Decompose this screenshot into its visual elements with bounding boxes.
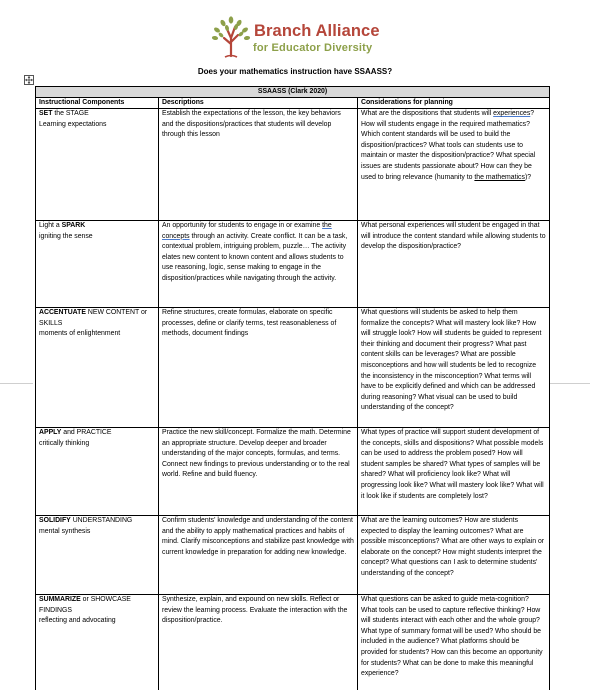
component-keyword: APPLY <box>39 429 62 436</box>
description-cell: Synthesize, explain, and expound on new skills. Reflect or review the learning process. Evaluate the interaction with the disposition/practice. <box>159 595 358 690</box>
header-considerations: Considerations for planning <box>358 98 550 109</box>
component-subtitle: igniting the sense <box>39 232 93 240</box>
header-descriptions: Descriptions <box>159 98 358 109</box>
spelling-flagged-word: experiences <box>493 110 531 117</box>
component-subtitle: critically thinking <box>39 439 90 447</box>
table-row-apply <box>36 428 550 516</box>
component-rest: NEW CONTENT or SKILLS <box>39 309 148 327</box>
page-break-line-left <box>0 383 33 384</box>
considerations-cell: What personal experiences will student be engaged in that will introduce the content standard while allowing students to develop the disposition/practice? <box>358 221 550 308</box>
tree-logo-icon <box>208 14 254 60</box>
component-cell <box>36 109 159 221</box>
description-cell: An opportunity for students to engage in or examine the concepts through an activity. Create conflict. It can be a task, contextual problem, intriguing problem, puzzle… The activity elates new content to known content and allows students to use reasoning, logic, sense making to engage in the disposition/practices while navigating through the activity. <box>159 221 358 308</box>
table-move-handle-icon[interactable] <box>24 75 34 85</box>
description-cell: Confirm students' knowledge and understanding of the content and the ability to apply mathematical practices and habits of mind. Clarify misconceptions and stabilize past knowledge with current knowledge in preparation for adding new knowledge. <box>159 516 358 595</box>
page-question: Does your mathematics instruction have SSAASS? <box>197 67 393 76</box>
table-title: SSAASS (Clark 2020) <box>36 87 550 98</box>
table-row-accentuate <box>36 308 550 428</box>
description-cell: Establish the expectations of the lesson, the key behaviors and the dispositions/practices that students will develop through this lesson <box>159 109 358 221</box>
component-keyword: SOLIDIFY <box>39 517 71 524</box>
table-header-row <box>36 98 550 109</box>
table-title-row <box>36 87 550 98</box>
description-cell: Refine structures, create formulas, elaborate on specific processes, define or clarify terms, test reasonableness of methods, document findings <box>159 308 358 428</box>
header-components: Instructional Components <box>36 98 159 109</box>
component-keyword: SPARK <box>61 222 86 229</box>
logo-name: Branch Alliance <box>254 22 380 40</box>
component-rest: and PRACTICE <box>61 429 112 436</box>
table-row-spark <box>36 221 550 308</box>
underlined-phrase: the mathematics <box>474 173 525 181</box>
considerations-cell: What are the learning outcomes? How are students expected to display the learning outcomes? What are possible misconceptions? What are other ways to explain or elaborate on the concept? How might students interpret the concept? What questions can I ask to determine students' understanding of the concept? <box>358 516 550 595</box>
component-cell <box>36 595 159 690</box>
component-cell: Light a SPARK igniting the sense <box>36 221 159 308</box>
component-cell <box>36 428 159 516</box>
logo-subtitle: for Educator Diversity <box>253 42 373 54</box>
component-rest: the STAGE <box>52 110 89 117</box>
ssaass-table <box>35 86 550 690</box>
table-row-solidify <box>36 516 550 595</box>
component-rest: UNDERSTANDING <box>70 517 133 524</box>
component-keyword: ACCENTUATE <box>39 309 86 316</box>
component-rest: or SHOWCASE FINDINGS <box>39 596 131 614</box>
component-cell <box>36 516 159 595</box>
component-subtitle: Learning expectations <box>39 120 107 128</box>
page-break-line-right <box>550 383 590 384</box>
component-subtitle: moments of enlightenment <box>39 330 121 338</box>
description-cell: Practice the new skill/concept. Formalize the math. Determine an appropriate structure. Develop deeper and broader understanding of the major concepts, formulas, and terms. Connect new findings to previous understanding or to the real world. Refine and build fluency. <box>159 428 358 516</box>
table-row-summarize <box>36 595 550 690</box>
component-subtitle: reflecting and advocating <box>39 617 116 625</box>
component-cell <box>36 308 159 428</box>
branch-alliance-logo <box>208 14 408 62</box>
component-keyword: SET <box>39 110 53 117</box>
considerations-cell: What types of practice will support student development of the concepts, skills and dispositions? What possible models can be used to address the problem posed? How will student samples be shared? What types of samples will be shared? What will proficiency look like? What will progressing look like? What will mastery look like? What will it look like if students are completely lost? <box>358 428 550 516</box>
component-keyword: SUMMARIZE <box>39 596 81 603</box>
considerations-cell: What are the dispositions that students will experiences? How will students engage in the required mathematics? Which content standards will be used to build the disposition/practices? What tools can students use to maintain or master the disposition/practice? What special issues are students passionate about? How can they be used to bring relevance (humanity to the mathematics)? <box>358 109 550 221</box>
considerations-cell: What questions will students be asked to help them formalize the concepts? What will mastery look like? How will struggle look? How will students be guided to represent their thinking and document their progress? What past content skills can be leverages? What are possible misconceptions and how will students be led to recognize the inconsistency in the misconception? What terms will have to be explicitly defined and which can be addressed during reasoning? What visual can be used to build understanding of the concept? <box>358 308 550 428</box>
considerations-cell: What questions can be asked to guide meta-cognition? What tools can be used to capture reflective thinking? How will students interact with each other and the whole group? What type of summary format will be used? Who should be included in the audience? What platforms should be provided for students? How can this become an opportunity for students? What can be done to make this meaningful experience? <box>358 595 550 690</box>
component-subtitle: mental synthesis <box>39 527 91 535</box>
underlined-phrase: the concepts <box>162 222 332 240</box>
table-row-set-the-stage <box>36 109 550 221</box>
